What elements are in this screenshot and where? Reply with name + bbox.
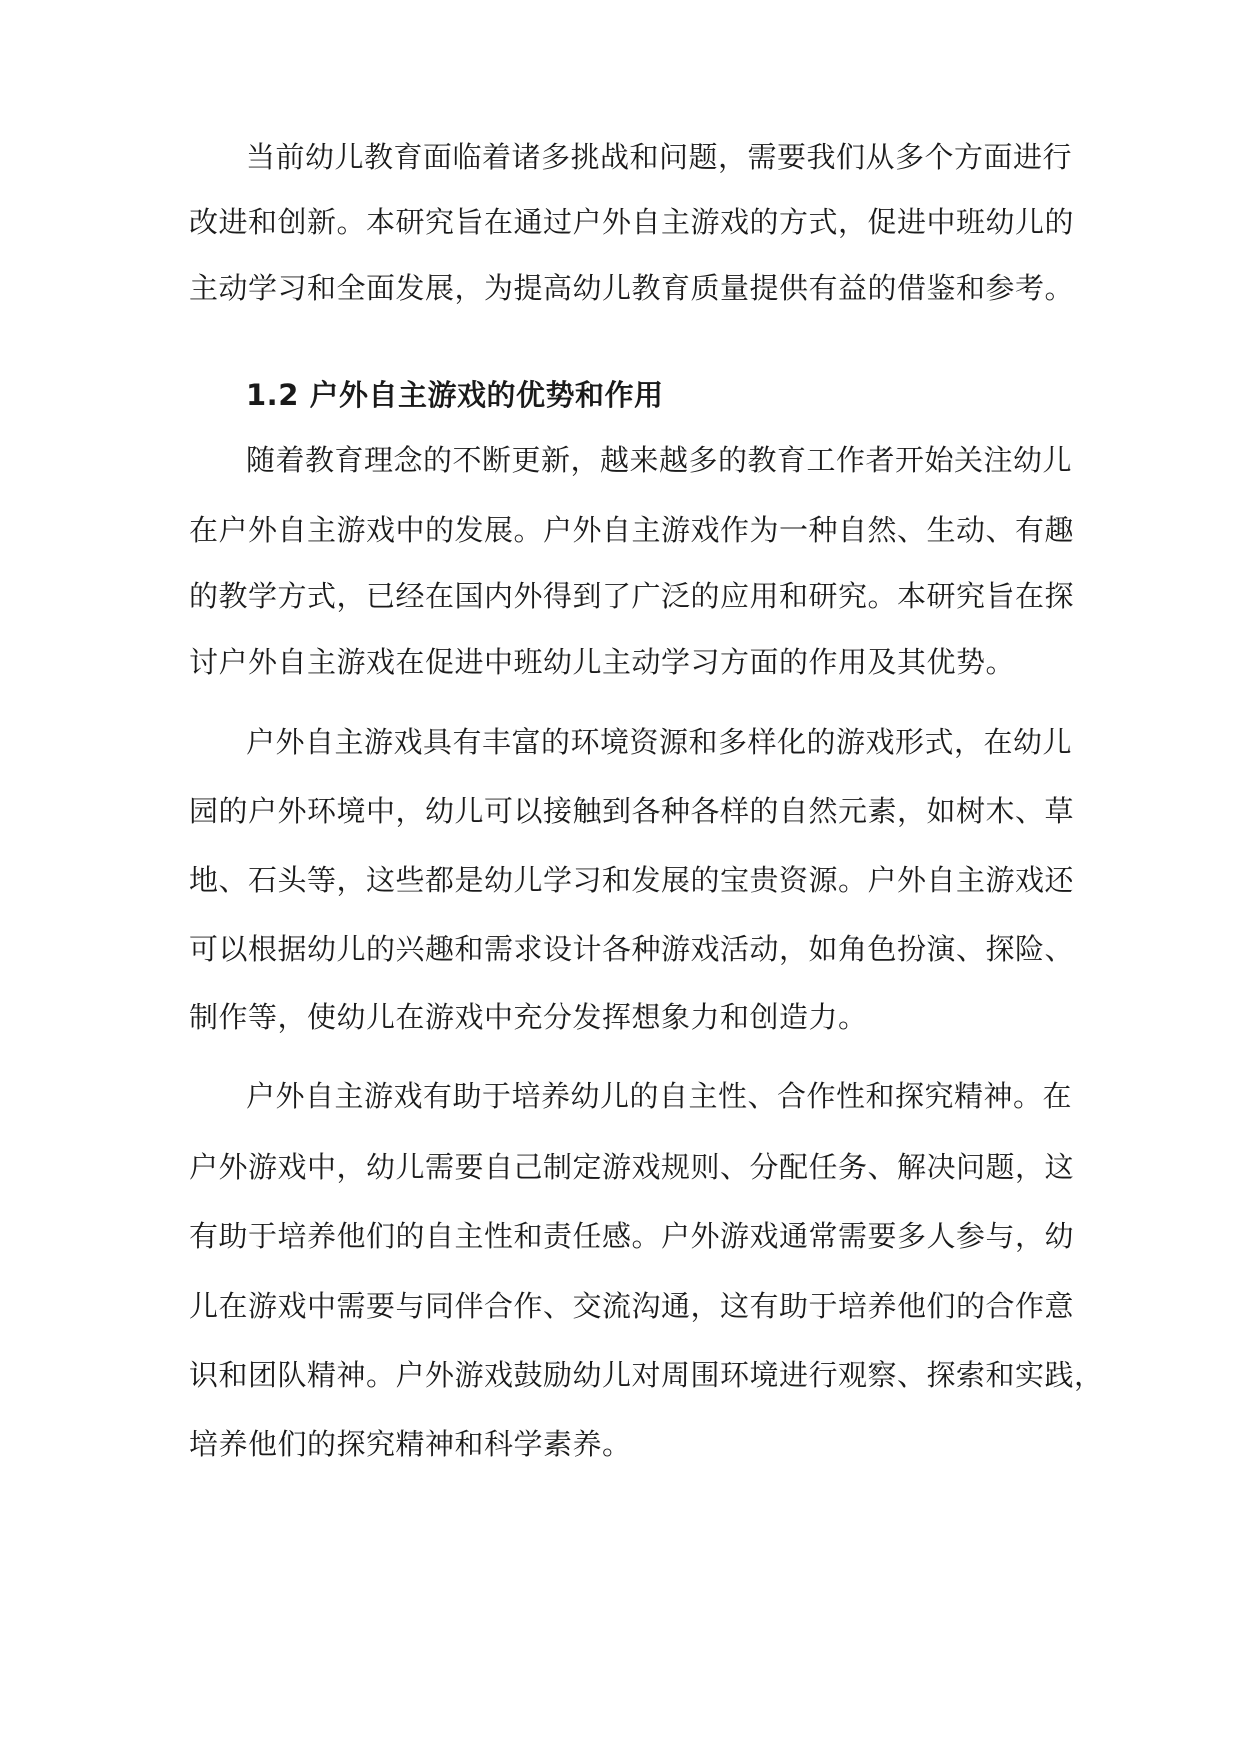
paragraph-3-line-4: 可以根据幼儿的兴趣和需求设计各种游戏活动，如角色扮演、探险、: [189, 932, 1075, 966]
paragraph-3-line-1: 户外自主游戏具有丰富的环境资源和多样化的游戏形式，在幼儿: [246, 725, 1073, 759]
section-heading: 1.2 户外自主游戏的优势和作用: [246, 378, 664, 412]
paragraph-4-line-6: 培养他们的探究精神和科学素养。: [189, 1427, 632, 1461]
paragraph-4-line-1: 户外自主游戏有助于培养幼儿的自主性、合作性和探究精神。在: [246, 1079, 1073, 1113]
paragraph-1-line-1: 当前幼儿教育面临着诸多挑战和问题，需要我们从多个方面进行: [246, 140, 1073, 174]
paragraph-4-line-3: 有助于培养他们的自主性和责任感。户外游戏通常需要多人参与，幼: [189, 1219, 1075, 1253]
paragraph-2-line-3: 的教学方式，已经在国内外得到了广泛的应用和研究。本研究旨在探: [189, 579, 1075, 613]
paragraph-1-line-3: 主动学习和全面发展，为提高幼儿教育质量提供有益的借鉴和参考。: [189, 271, 1075, 305]
paragraph-2-line-2: 在户外自主游戏中的发展。户外自主游戏作为一种自然、生动、有趣: [189, 513, 1075, 547]
paragraph-4-line-4: 儿在游戏中需要与同伴合作、交流沟通，这有助于培养他们的合作意: [189, 1289, 1075, 1323]
paragraph-2-line-4: 讨户外自主游戏在促进中班幼儿主动学习方面的作用及其优势。: [189, 645, 1016, 679]
paragraph-4-line-2: 户外游戏中，幼儿需要自己制定游戏规则、分配任务、解决问题，这: [189, 1150, 1075, 1184]
paragraph-3-line-5: 制作等，使幼儿在游戏中充分发挥想象力和创造力。: [189, 1000, 868, 1034]
paragraph-1-line-2: 改进和创新。本研究旨在通过户外自主游戏的方式，促进中班幼儿的: [189, 205, 1075, 239]
paragraph-2-line-1: 随着教育理念的不断更新，越来越多的教育工作者开始关注幼儿: [246, 443, 1073, 477]
paragraph-4-line-5: 识和团队精神。户外游戏鼓励幼儿对周围环境进行观察、探索和实践，: [189, 1358, 1104, 1392]
paragraph-3-line-2: 园的户外环境中，幼儿可以接触到各种各样的自然元素，如树木、草: [189, 794, 1075, 828]
paragraph-3-line-3: 地、石头等，这些都是幼儿学习和发展的宝贵资源。户外自主游戏还: [189, 863, 1075, 897]
